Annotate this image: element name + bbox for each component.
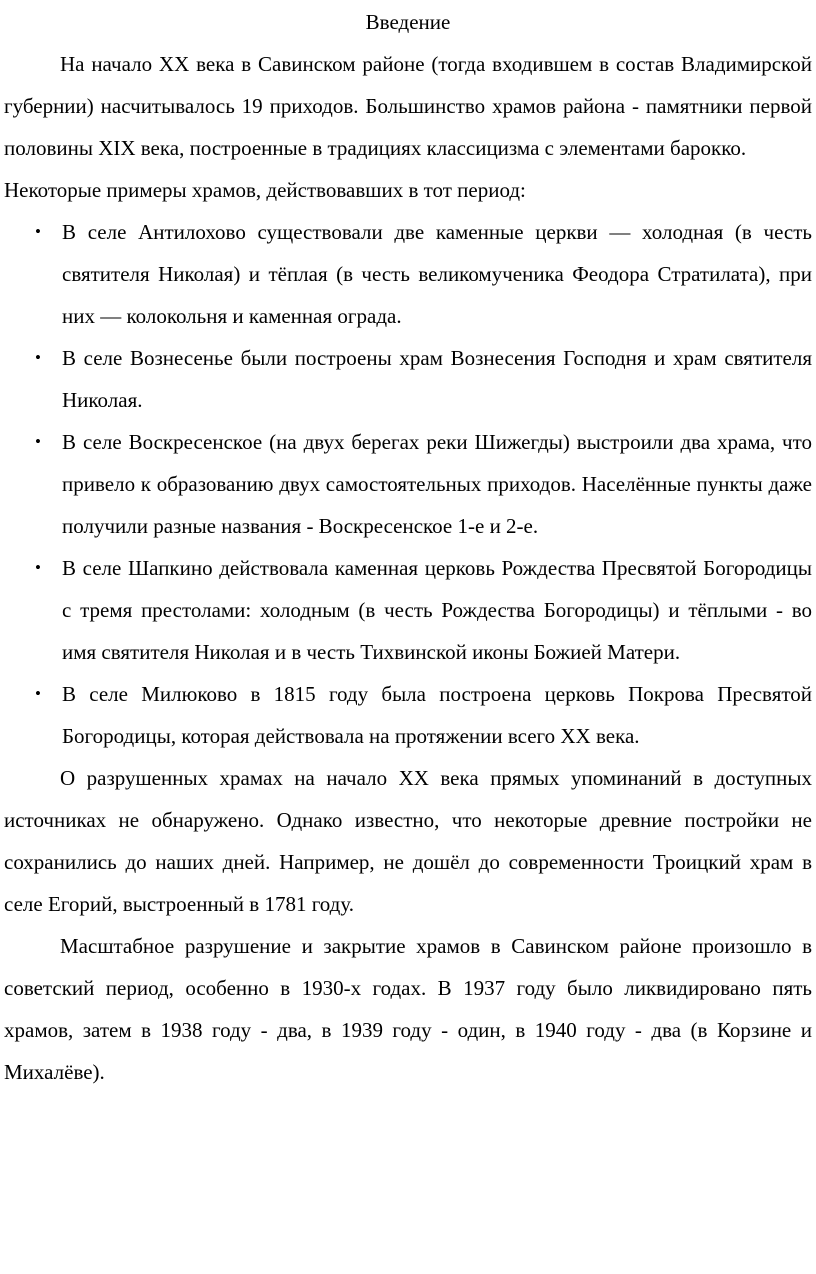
list-item xyxy=(4,421,812,547)
church-examples-list xyxy=(4,211,812,757)
list-item-text: В селе Вознесенье были построены храм Вознесения Господня и храм святителя Николая. xyxy=(62,346,812,412)
document-title: Введение xyxy=(365,10,451,34)
bullet-icon: • xyxy=(35,432,41,451)
destroyed-churches-paragraph: О разрушенных храмах на начало XX века прямых упоминаний в доступных источниках не обнаружено. Однако известно, что некоторые древние постройки не сохранились до наших дней. Например, не дошёл до современности Троицкий храм в селе Егорий, выстроенный в 1781 году. xyxy=(4,766,812,916)
list-item xyxy=(4,337,812,421)
bullet-icon: • xyxy=(35,348,41,367)
list-item xyxy=(4,547,812,673)
list-item-text: В селе Воскресенское (на двух берегах реки Шижегды) выстроили два храма, что привело к образованию двух самостоятельных приходов. Населённые пункты даже получили разные названия - Воскресенское 1-е и 2-е. xyxy=(62,430,812,538)
list-item-text: В селе Шапкино действовала каменная церковь Рождества Пресвятой Богородицы с тремя престолами: холодным (в честь Рождества Богородицы) и тёплыми - во имя святителя Николая и в честь Тихвинской иконы Божией Матери. xyxy=(62,556,812,664)
list-item xyxy=(4,211,812,337)
list-item-text: В селе Антилохово существовали две каменные церкви — холодная (в честь святителя Николая) и тёплая (в честь великомученика Феодора Стратилата), при них — колокольня и каменная ограда. xyxy=(62,220,812,328)
bullet-icon: • xyxy=(35,558,41,577)
bullet-icon: • xyxy=(35,222,41,241)
bullet-icon: • xyxy=(35,684,41,703)
intro-paragraph: На начало XX века в Савинском районе (тогда входившем в состав Владимирской губернии) насчитывалось 19 приходов. Большинство храмов района - памятники первой половины XIX века, построенные в традициях классицизма с элементами барокко. xyxy=(4,52,812,160)
list-item xyxy=(4,673,812,757)
soviet-period-paragraph: Масштабное разрушение и закрытие храмов в Савинском районе произошло в советский период, особенно в 1930-х годах. В 1937 году было ликвидировано пять храмов, затем в 1938 году - два, в 1939 году - один, в 1940 году - два (в Корзине и Михалёве). xyxy=(4,934,812,1084)
examples-lead-paragraph: Некоторые примеры храмов, действовавших в тот период: xyxy=(4,178,526,202)
list-item-text: В селе Милюково в 1815 году была построена церковь Покрова Пресвятой Богородицы, которая действовала на протяжении всего XX века. xyxy=(62,682,812,748)
